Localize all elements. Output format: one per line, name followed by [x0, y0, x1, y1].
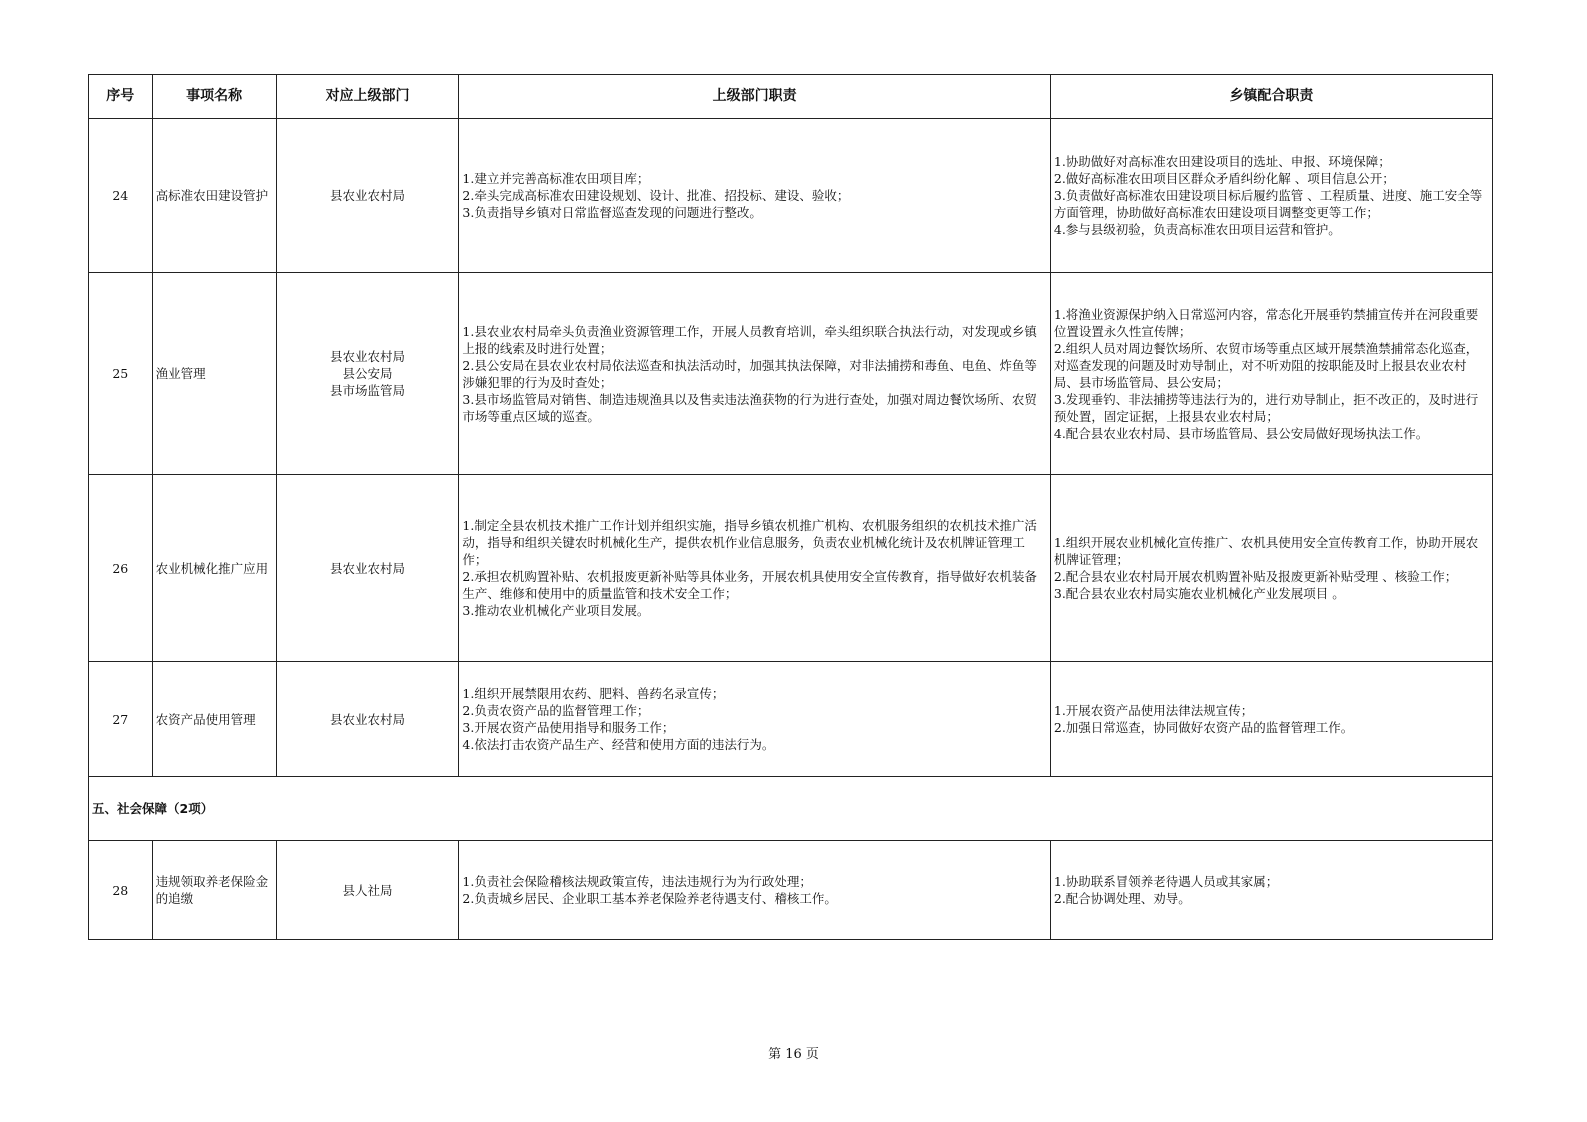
row-name: 高标准农田建设管护: [152, 119, 276, 273]
duty-line: 2.负责农资产品的监督管理工作；: [462, 703, 650, 718]
duty-line: 1.县农业农村局牵头负责渔业资源管理工作，开展人员教育培训，牵头组织联合执法行动，对发现或乡镇上报的线索及时进行处置；: [462, 323, 1037, 356]
header-name: 事项名称: [152, 75, 276, 119]
section-title: 五、社会保障（2项）: [89, 777, 1493, 841]
duty-line: 1.制定全县农机技术推广工作计划并组织实施，指导乡镇农机推广机构、农机服务组织的农机技术推广活动，指导和组织关键农时机械化生产，提供农机作业信息服务，负责农业机械化统计及农机牌证管理工作；: [462, 518, 1037, 567]
table-row: [89, 662, 1493, 777]
town-line: 2.配合协调处理、劝导。: [1053, 891, 1191, 906]
town-line: 1.组织开展农业机械化宣传推广、农机具使用安全宣传教育工作，协助开展农机牌证管理；: [1053, 535, 1479, 567]
row-duty: [459, 841, 1050, 940]
row-num: 28: [89, 841, 153, 940]
row-duty: [459, 273, 1050, 475]
responsibility-table: [88, 74, 1493, 940]
page-number: 第 16 页: [768, 1047, 819, 1062]
row-dept: [276, 662, 459, 777]
duty-line: 3.推动农业机械化产业项目发展。: [462, 603, 650, 618]
duty-line: 2.牵头完成高标准农田建设规划、设计、批准、招投标、建设、验收；: [462, 188, 850, 203]
duty-line: 3.县市场监管局对销售、制造违规渔具以及售卖违法渔获物的行为进行查处，加强对周边餐饮场所、农贸市场等重点区域的巡查。: [462, 391, 1037, 424]
duty-line: 2.负责城乡居民、企业职工基本养老保险养老待遇支付、稽核工作。: [462, 891, 837, 906]
row-num: 24: [89, 119, 153, 273]
town-line: 1.协助联系冒领养老待遇人员或其家属；: [1053, 874, 1279, 889]
row-dept: [276, 119, 459, 273]
table-header-row: [89, 75, 1493, 119]
header-duty: 上级部门职责: [459, 75, 1050, 119]
duty-line: 3.负责指导乡镇对日常监督巡查发现的问题进行整改。: [462, 205, 762, 220]
row-num: 26: [89, 475, 153, 662]
row-town: [1050, 475, 1492, 662]
town-line: 4.参与县级初验，负责高标准农田项目运营和管护。: [1053, 222, 1341, 237]
row-town: [1050, 273, 1492, 475]
town-line: 1.开展农资产品使用法律法规宣传；: [1053, 703, 1254, 718]
header-num: 序号: [89, 75, 153, 119]
row-num: 25: [89, 273, 153, 475]
town-line: 4.配合县农业农村局、县市场监管局、县公安局做好现场执法工作。: [1053, 425, 1429, 441]
row-duty: [459, 475, 1050, 662]
row-town: [1050, 119, 1492, 273]
dept-line: 县农业农村局: [330, 711, 406, 727]
town-line: 1.协助做好对高标准农田建设项目的选址、申报、环境保障；: [1053, 154, 1391, 169]
town-line: 3.配合县农业农村局实施农业机械化产业发展项目 。: [1053, 586, 1345, 601]
town-line: 2.加强日常巡查，协同做好农资产品的监督管理工作。: [1053, 720, 1354, 735]
row-town: [1050, 841, 1492, 940]
duty-line: 3.开展农资产品使用指导和服务工作；: [462, 720, 675, 735]
duty-line: 1.负责社会保险稽核法规政策宣传，违法违规行为为行政处理；: [462, 874, 812, 889]
town-line: 3.负责做好高标准农田建设项目标后履约监管 、工程质量、进度、施工安全等方面管理，协助做好高标准农田建设项目调整变更等工作；: [1053, 188, 1483, 220]
town-line: 2.做好高标准农田项目区群众矛盾纠纷化解 、项目信息公开；: [1053, 171, 1395, 186]
town-line: 2.组织人员对周边餐饮场所、农贸市场等重点区域开展禁渔禁捕常态化巡查，对巡查发现的问题及时劝导制止，对不听劝阻的按职能及时上报县农业农村局、县市场监管局、县公安局；: [1053, 340, 1479, 390]
table-row: [89, 841, 1493, 940]
town-line: 1.将渔业资源保护纳入日常巡河内容，常态化开展垂钓禁捕宣传并在河段重要位置设置永久性宣传牌；: [1053, 306, 1479, 339]
duty-line: 2.承担农机购置补贴、农机报废更新补贴等具体业务，开展农机具使用安全宣传教育，指导做好农机装备生产、维修和使用中的质量监管和技术安全工作；: [462, 569, 1037, 601]
table-row: [89, 475, 1493, 662]
table-row: [89, 119, 1493, 273]
header-town: 乡镇配合职责: [1050, 75, 1492, 119]
table-row: [89, 273, 1493, 475]
row-duty: [459, 662, 1050, 777]
town-line: 2.配合县农业农村局开展农机购置补贴及报废更新补贴受理 、核验工作；: [1053, 569, 1458, 584]
row-dept: [276, 841, 459, 940]
row-dept: [276, 273, 459, 475]
duty-line: 1.组织开展禁限用农药、肥料、兽药名录宣传；: [462, 686, 725, 701]
dept-line: 县公安局: [342, 366, 393, 381]
duty-line: 1.建立并完善高标准农田项目库；: [462, 171, 650, 186]
row-town: [1050, 662, 1492, 777]
row-num: 27: [89, 662, 153, 777]
row-name: 农业机械化推广应用: [152, 475, 276, 662]
dept-line: 县人社局: [342, 882, 393, 898]
row-name: 农资产品使用管理: [152, 662, 276, 777]
section-row: [89, 777, 1493, 841]
dept-line: 县农业农村局: [330, 349, 406, 364]
dept-line: 县市场监管局: [330, 383, 406, 398]
dept-line: 县农业农村局: [330, 188, 406, 203]
duty-line: 4.依法打击农资产品生产、经营和使用方面的违法行为。: [462, 737, 775, 752]
town-line: 3.发现垂钓、非法捕捞等违法行为的，进行劝导制止，拒不改正的，及时进行预处置，固定证据，上报县农业农村局；: [1053, 391, 1479, 424]
row-dept: [276, 475, 459, 662]
row-name: 渔业管理: [152, 273, 276, 475]
row-duty: [459, 119, 1050, 273]
header-dept: 对应上级部门: [276, 75, 459, 119]
dept-line: 县农业农村局: [330, 560, 406, 576]
duty-line: 2.县公安局在县农业农村局依法巡查和执法活动时，加强其执法保障，对非法捕捞和毒鱼、电鱼、炸鱼等涉嫌犯罪的行为及时查处；: [462, 357, 1037, 390]
row-name: 违规领取养老保险金的追缴: [152, 841, 276, 940]
